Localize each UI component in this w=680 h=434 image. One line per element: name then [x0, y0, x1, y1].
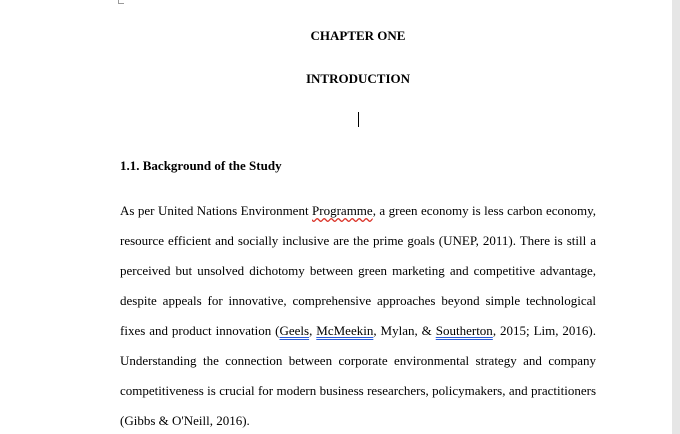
subheading: 1.1. Background of the Study: [120, 158, 282, 173]
paragraph-line: resource efficient and socially inclusive are the prime goals (UNEP, 2011). There is still a: [120, 233, 596, 248]
grammar-flagged-word[interactable]: Geels: [279, 323, 310, 338]
paragraph-line: (Gibbs & O'Neill, 2016).: [120, 413, 250, 428]
text-cursor: [358, 112, 359, 127]
paragraph-line: competitiveness is crucial for modern business researchers, policymakers, and practitioners: [120, 383, 596, 398]
grammar-flagged-word[interactable]: Southerton: [435, 323, 493, 338]
paragraph-line: perceived but unsolved dichotomy between green marketing and competitive advantage,: [120, 263, 596, 278]
spelling-flagged-word[interactable]: Programme: [312, 203, 373, 218]
paragraph-line: fixes and product innovation (Geels, McMeekin, Mylan, & Southerton, 2015; Lim, 2016).: [120, 323, 597, 338]
page-gutter: [672, 0, 680, 434]
paragraph-line: Understanding the connection between corporate environmental strategy and company: [120, 353, 596, 368]
paragraph-line: despite appeals for innovative, comprehensive approaches beyond simple technological: [120, 293, 596, 308]
paragraph-line: As per United Nations Environment Programme, a green economy is less carbon economy,: [120, 203, 597, 218]
section-title: INTRODUCTION: [305, 71, 410, 86]
chapter-title: CHAPTER ONE: [310, 28, 406, 43]
text-boundary-marker: [118, 0, 124, 4]
grammar-flagged-word[interactable]: McMeekin: [316, 323, 374, 338]
